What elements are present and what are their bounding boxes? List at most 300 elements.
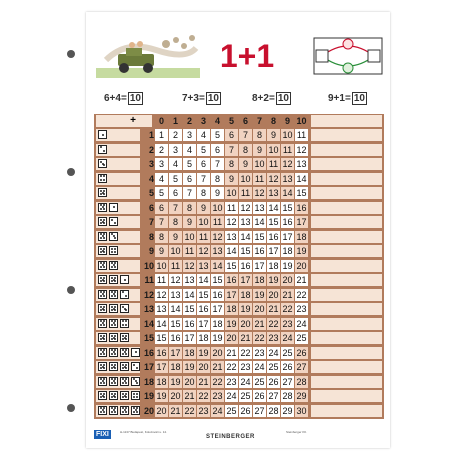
writing-space [311, 405, 382, 417]
sum-cell: 14 [156, 318, 167, 329]
sum-cell: 16 [240, 260, 251, 271]
sum-cell: 10 [184, 231, 195, 242]
sum-cell: 17 [212, 304, 223, 314]
sum-cell: 15 [254, 231, 265, 242]
sum-cell: 23 [226, 376, 237, 387]
table-row [94, 128, 384, 142]
sum-cell: 25 [254, 376, 265, 387]
sum-cell: 29 [282, 405, 293, 416]
sum-cell: 25 [268, 362, 279, 372]
sum-cell: 21 [296, 275, 307, 285]
row-header: 17 [143, 362, 154, 372]
sum-cell: 14 [184, 289, 195, 300]
sum-cell: 8 [155, 231, 168, 243]
sum-cell: 19 [170, 376, 181, 387]
die-face-icon [109, 319, 118, 328]
example-equation [182, 92, 221, 105]
row-header: 10 [143, 260, 154, 271]
sum-cell: 13 [226, 231, 237, 242]
sum-cell: 14 [198, 275, 209, 285]
dice-cell [96, 303, 140, 315]
sum-cell: 27 [282, 376, 293, 387]
sum-cell: 25 [282, 347, 293, 358]
jeep-cartoon-illustration [96, 30, 200, 82]
sum-cell: 18 [254, 275, 265, 285]
sum-cell: 15 [212, 275, 223, 285]
sum-cell: 12 [198, 246, 209, 256]
sum-cell: 6 [169, 187, 182, 199]
sum-cell: 11 [212, 217, 223, 227]
sum-cell: 9 [253, 144, 266, 156]
sum-cell: 16 [156, 347, 167, 358]
dice-cell [96, 187, 140, 199]
sum-cell: 20 [198, 362, 209, 372]
sum-cell: 19 [226, 318, 237, 329]
sum-cell: 9 [169, 231, 182, 243]
die-face-icon [120, 406, 129, 415]
sum-cell: 5 [197, 144, 210, 156]
dice-cell [96, 390, 140, 402]
sum-cell: 7 [211, 158, 224, 170]
sum-cell: 21 [240, 333, 251, 343]
steinberger-logo: STEINBERGER [206, 434, 255, 440]
sum-cell: 7 [155, 216, 168, 228]
sum-cell: 26 [268, 376, 279, 387]
dice-cell [96, 274, 140, 286]
sum-cell: 14 [268, 202, 279, 213]
sum-cell: 16 [170, 333, 181, 343]
sum-cell: 18 [184, 347, 195, 358]
dice-cell [96, 129, 140, 141]
sum-cell: 17 [226, 289, 237, 300]
dice-cell [96, 202, 140, 214]
sum-cell: 12 [184, 260, 195, 271]
writing-space [311, 144, 382, 156]
die-face-icon [120, 333, 129, 342]
writing-space [311, 347, 382, 359]
die-face-icon [120, 362, 129, 371]
row-header: 13 [143, 304, 154, 314]
sum-cell: 26 [296, 347, 307, 358]
row-header: 15 [143, 333, 154, 343]
sum-cell: 22 [212, 376, 223, 387]
row-header: 9 [148, 246, 154, 256]
sum-cell: 17 [198, 318, 209, 329]
sum-cell: 19 [156, 391, 167, 401]
die-face-icon [109, 377, 118, 386]
sum-cell: 14 [282, 188, 293, 198]
sum-cell: 18 [268, 260, 279, 271]
writing-space [311, 390, 382, 402]
sum-cell: 16 [296, 202, 307, 213]
sum-cell: 27 [268, 391, 279, 401]
sum-cell: 24 [268, 347, 279, 358]
sum-cell: 12 [212, 231, 223, 242]
sum-cell: 21 [184, 391, 195, 401]
table-row [94, 230, 384, 244]
die-face-icon [98, 217, 107, 226]
sum-cell: 20 [268, 289, 279, 300]
sum-cell: 15 [268, 217, 279, 227]
die-face-icon [109, 304, 118, 313]
die-face-icon [109, 406, 118, 415]
writing-space [311, 376, 382, 388]
dice-cell [96, 245, 140, 257]
sum-cell: 16 [282, 217, 293, 227]
sum-cell: 19 [282, 260, 293, 271]
sum-cell: 19 [240, 304, 251, 314]
row-header: 19 [143, 391, 154, 401]
die-face-icon [98, 145, 107, 154]
sum-cell: 20 [226, 333, 237, 343]
sum-cell: 21 [226, 347, 237, 358]
sum-cell: 13 [296, 159, 307, 169]
sum-cell: 18 [296, 231, 307, 242]
sum-cell: 8 [183, 202, 196, 214]
sum-cell: 3 [155, 158, 168, 170]
punch-hole [67, 286, 75, 294]
example-equations [86, 92, 390, 106]
sum-cell: 5 [211, 129, 224, 141]
dice-cell [96, 216, 140, 228]
die-face-icon [120, 348, 129, 357]
row-header: 6 [148, 202, 154, 213]
sum-cell: 11 [240, 188, 251, 198]
die-face-icon [120, 391, 129, 400]
die-face-icon [120, 275, 129, 284]
dice-cell [96, 144, 140, 156]
sum-cell: 10 [156, 260, 167, 271]
sum-cell: 17 [184, 333, 195, 343]
row-header: 14 [143, 318, 154, 329]
sum-cell: 7 [239, 129, 252, 141]
die-face-icon [120, 377, 129, 386]
die-face-icon [131, 362, 140, 371]
sum-cell: 18 [282, 246, 293, 256]
sum-cell: 20 [212, 347, 223, 358]
sum-cell: 19 [254, 289, 265, 300]
example-expr: 9+1= [328, 93, 351, 104]
sum-cell: 9 [197, 202, 210, 214]
die-face-icon [98, 348, 107, 357]
sum-cell: 8 [253, 129, 266, 141]
die-face-icon [98, 362, 107, 371]
sum-cell: 11 [156, 275, 167, 285]
sum-cell: 12 [226, 217, 237, 227]
row-header: 7 [148, 217, 154, 227]
sum-cell: 7 [169, 202, 182, 214]
sum-cell: 10 [212, 202, 223, 213]
die-face-icon [109, 333, 118, 342]
column-header: 10 [296, 116, 307, 126]
sum-cell: 14 [240, 231, 251, 242]
column-header: 5 [228, 116, 234, 126]
die-face-icon [109, 391, 118, 400]
example-result: 10 [129, 93, 141, 104]
sum-cell: 14 [170, 304, 181, 314]
writing-space [311, 289, 382, 301]
sum-cell: 10 [240, 173, 251, 184]
footer [86, 426, 390, 448]
die-face-icon [98, 188, 107, 197]
die-face-icon [98, 304, 107, 313]
table-header-row [94, 114, 384, 128]
die-face-icon [98, 333, 107, 342]
sum-cell: 27 [296, 362, 307, 372]
sum-cell: 19 [268, 275, 279, 285]
die-face-icon [98, 261, 107, 270]
column-header: 6 [242, 116, 248, 126]
sum-cell: 10 [226, 188, 237, 198]
punch-hole [67, 50, 75, 58]
sum-cell: 27 [254, 405, 265, 416]
sum-cell: 25 [226, 405, 237, 416]
addition-diagram [312, 36, 384, 76]
sum-cell: 24 [212, 405, 223, 416]
sum-cell: 20 [254, 304, 265, 314]
table-row [94, 273, 384, 287]
sum-cell: 22 [226, 362, 237, 372]
sum-cell: 23 [268, 333, 279, 343]
column-header: 4 [214, 116, 220, 126]
table-row [94, 215, 384, 229]
sum-cell: 28 [296, 376, 307, 387]
sum-cell: 7 [197, 173, 210, 185]
die-face-icon [98, 174, 107, 183]
sum-cell: 10 [170, 246, 181, 256]
dice-cell [96, 332, 140, 344]
sum-cell: 22 [240, 347, 251, 358]
sum-cell: 6 [211, 144, 224, 156]
row-header: 1 [148, 130, 154, 140]
sum-cell: 11 [282, 144, 293, 155]
example-expr: 7+3= [182, 93, 205, 104]
sum-cell: 23 [198, 405, 209, 416]
sum-cell: 22 [296, 289, 307, 300]
sum-cell: 17 [156, 362, 167, 372]
sum-cell: 26 [254, 391, 265, 401]
sum-cell: 15 [198, 289, 209, 300]
sum-cell: 9 [267, 129, 280, 141]
example-equation [328, 92, 367, 105]
table-row [94, 143, 384, 157]
die-face-icon [98, 319, 107, 328]
sum-cell: 13 [282, 173, 293, 184]
sum-cell: 11 [184, 246, 195, 256]
writing-space [311, 187, 382, 199]
page-title: 1+1 [219, 38, 275, 74]
example-equation [252, 92, 291, 105]
punch-hole [67, 168, 75, 176]
example-result: 10 [207, 93, 219, 104]
column-header: 2 [186, 116, 192, 126]
sum-cell: 18 [212, 318, 223, 329]
sum-cell: 4 [197, 129, 210, 141]
sum-cell: 2 [155, 144, 168, 156]
sum-cell: 19 [184, 362, 195, 372]
die-face-icon [98, 377, 107, 386]
sum-cell: 5 [183, 158, 196, 170]
sum-cell: 10 [268, 144, 279, 155]
sum-cell: 15 [282, 202, 293, 213]
die-face-icon [98, 290, 107, 299]
sum-cell: 13 [212, 246, 223, 256]
dice-cell [96, 361, 140, 373]
writing-space [311, 332, 382, 344]
writing-space [311, 115, 382, 127]
sum-cell: 15 [240, 246, 251, 256]
sum-cell: 21 [282, 289, 293, 300]
sum-cell: 13 [254, 202, 265, 213]
dice-cell [96, 376, 140, 388]
sum-cell: 20 [296, 260, 307, 271]
example-expr: 6+4= [104, 93, 127, 104]
die-face-icon [98, 130, 107, 139]
sum-cell: 15 [296, 188, 307, 198]
sum-cell: 24 [254, 362, 265, 372]
sum-cell: 13 [184, 275, 195, 285]
die-face-icon [98, 391, 107, 400]
dice-cell [96, 231, 140, 243]
sum-cell: 18 [170, 362, 181, 372]
sum-cell: 22 [198, 391, 209, 401]
sum-cell: 12 [296, 144, 307, 155]
dice-cell [96, 347, 140, 359]
sum-cell: 13 [240, 217, 251, 227]
table-row [94, 404, 384, 418]
example-result: 10 [277, 93, 289, 104]
dice-cell [96, 173, 140, 185]
table-row [94, 288, 384, 302]
sum-cell: 20 [170, 391, 181, 401]
sum-cell: 11 [170, 260, 181, 271]
example-equation [104, 92, 143, 105]
sum-cell: 29 [296, 391, 307, 401]
sum-cell: 22 [282, 304, 293, 314]
sum-cell: 7 [225, 144, 238, 156]
column-header: 8 [270, 116, 276, 126]
sum-cell: 22 [268, 318, 279, 329]
die-face-icon [120, 304, 129, 313]
sum-cell: 23 [240, 362, 251, 372]
writing-space [311, 129, 382, 141]
writing-space [311, 245, 382, 257]
plus-header: + [96, 115, 152, 127]
writing-space [311, 274, 382, 286]
row-header: 16 [143, 347, 154, 358]
sum-cell: 8 [211, 173, 224, 185]
sum-cell: 14 [226, 246, 237, 256]
sum-cell: 21 [198, 376, 209, 387]
table-row [94, 317, 384, 331]
table-row [94, 201, 384, 215]
sum-cell: 11 [198, 231, 209, 242]
footer-address-right: Steinberger Kft. [286, 430, 307, 434]
sum-cell: 14 [296, 173, 307, 184]
sum-cell: 22 [254, 333, 265, 343]
sum-cell: 20 [282, 275, 293, 285]
sum-cell: 11 [226, 202, 237, 213]
sum-cell: 21 [170, 405, 181, 416]
punch-hole [67, 404, 75, 412]
sum-cell: 6 [225, 129, 238, 141]
sum-cell: 11 [254, 173, 265, 184]
sum-cell: 9 [183, 216, 196, 228]
addition-table [94, 114, 384, 419]
sum-cell: 17 [170, 347, 181, 358]
row-header: 20 [143, 405, 154, 416]
writing-space [311, 231, 382, 243]
sum-cell: 3 [169, 144, 182, 156]
sum-cell: 6 [155, 202, 168, 214]
sum-cell: 24 [296, 318, 307, 329]
sum-cell: 21 [212, 362, 223, 372]
example-result: 10 [353, 93, 365, 104]
sum-cell: 7 [183, 187, 196, 199]
die-face-icon [98, 246, 107, 255]
row-header: 8 [148, 231, 154, 242]
sum-cell: 17 [268, 246, 279, 256]
sum-cell: 3 [183, 129, 196, 141]
sum-cell: 20 [156, 405, 167, 416]
sum-cell: 17 [240, 275, 251, 285]
die-face-icon [109, 362, 118, 371]
sum-cell: 8 [197, 187, 210, 199]
sum-cell: 9 [225, 173, 238, 185]
sum-cell: 19 [212, 333, 223, 343]
die-face-icon [120, 319, 129, 328]
sum-cell: 8 [169, 216, 182, 228]
sum-cell: 14 [212, 260, 223, 271]
row-header: 11 [144, 275, 154, 285]
sum-cell: 25 [240, 391, 251, 401]
sum-cell: 13 [156, 304, 167, 314]
table-row [94, 302, 384, 316]
sum-cell: 30 [296, 405, 307, 416]
dice-cell [96, 289, 140, 301]
sum-cell: 24 [240, 376, 251, 387]
row-header: 4 [148, 173, 154, 184]
sum-cell: 25 [296, 333, 307, 343]
sum-cell: 12 [240, 202, 251, 213]
writing-space [311, 303, 382, 315]
sum-cell: 26 [282, 362, 293, 372]
die-face-icon [109, 203, 118, 212]
table-row [94, 157, 384, 171]
writing-space [311, 173, 382, 185]
dice-cell [96, 260, 140, 272]
sum-cell: 10 [198, 217, 209, 227]
row-header: 5 [148, 188, 154, 198]
sum-cell: 17 [296, 217, 307, 227]
sum-cell: 15 [184, 304, 195, 314]
sum-cell: 1 [155, 129, 168, 141]
sum-cell: 15 [170, 318, 181, 329]
sum-cell: 12 [170, 275, 181, 285]
sum-cell: 23 [282, 318, 293, 329]
sum-cell: 16 [226, 275, 237, 285]
sum-cell: 20 [240, 318, 251, 329]
writing-space [311, 318, 382, 330]
sum-cell: 16 [198, 304, 209, 314]
dice-cell [96, 318, 140, 330]
column-header: 3 [200, 116, 206, 126]
sum-cell: 4 [169, 158, 182, 170]
sum-cell: 5 [169, 173, 182, 185]
sum-cell: 28 [282, 391, 293, 401]
sum-cell: 10 [282, 130, 293, 140]
writing-space [311, 158, 382, 170]
